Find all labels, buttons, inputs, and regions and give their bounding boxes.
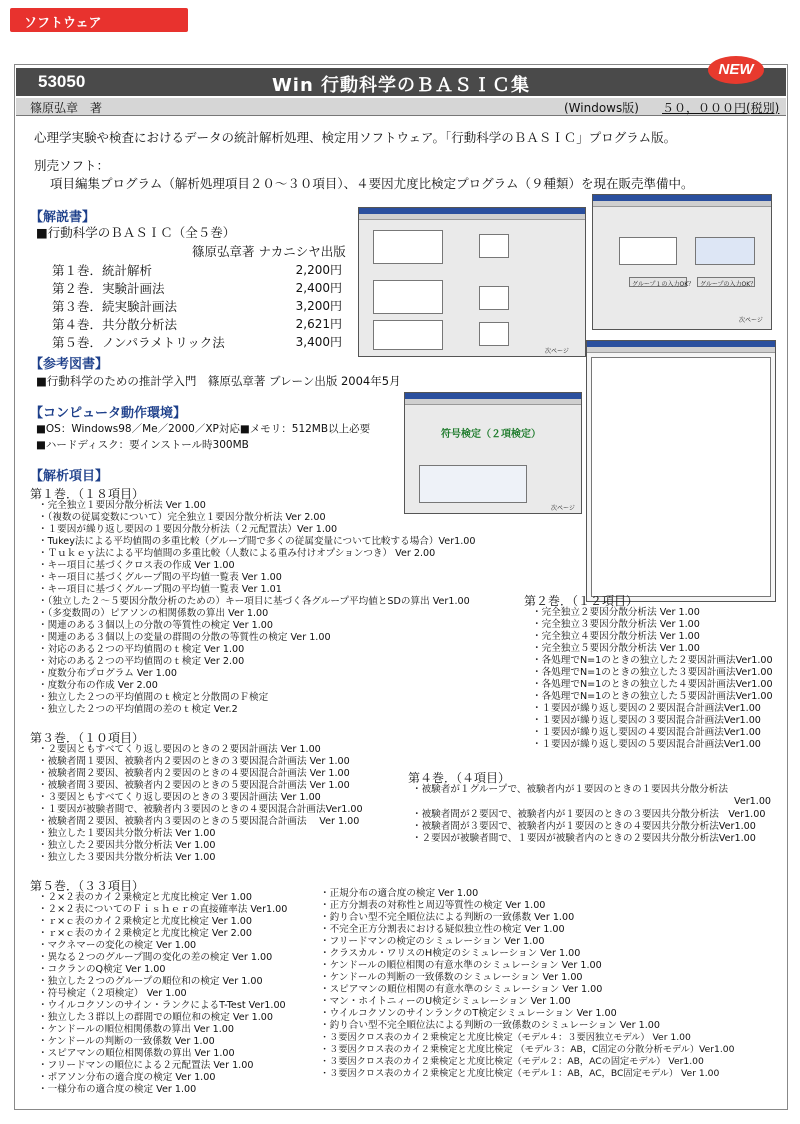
list-item: ・１要因が繰り返し要因の３要因混合計画法Ver1.00 bbox=[532, 715, 761, 726]
info-panel bbox=[419, 465, 527, 503]
environment-disk: ■ハードディスク：要インストール時300MB bbox=[36, 439, 249, 451]
list-item: ・完全独立２要因分散分析法 Ver 1.00 bbox=[532, 607, 700, 618]
book-4-label: 第４巻．共分散分析法 bbox=[52, 317, 178, 332]
list-item: ・各処理でN=1のときの独立した５要因計画法Ver1.00 bbox=[532, 691, 773, 702]
category-tag: ソフトウェア bbox=[10, 8, 188, 32]
list-item: ・キー項目に基づくグループ間の平均値一覧表 Ver 1.01 bbox=[38, 584, 282, 595]
list-item: ・度数分布プログラム Ver 1.00 bbox=[38, 668, 177, 679]
version-label: (Windows版) bbox=[564, 101, 639, 115]
next-page-button-3: 次ページ bbox=[551, 505, 575, 512]
list-item: ・ウイルコクソンのサイン・ランクによるT-Test Ver1.00 bbox=[38, 1000, 286, 1011]
list-item: ・マクネマーの変化の検定 Ver 1.00 bbox=[38, 940, 197, 951]
list-item: ・釣り合い型不完全順位法による判断の一致係数 Ver 1.00 bbox=[320, 912, 575, 923]
vol1-title: 第１巻．（１８項目） bbox=[30, 487, 145, 501]
book-5-label: 第５巻．ノンパラメトリック法 bbox=[52, 335, 225, 350]
list-item: ・１要因が被験者間で、被験者内３要因のときの４要因混合計画法Ver1.00 bbox=[38, 804, 363, 815]
list-item-continuation: Ver1.00 bbox=[734, 796, 772, 807]
list-item: ・対応のある２つの平均値間のｔ検定 Ver 2.00 bbox=[38, 656, 245, 667]
list-item: ・不完全正方分割表における疑似独立性の検定 Ver 1.00 bbox=[320, 924, 565, 935]
book-5-price: 3,400円 bbox=[295, 335, 342, 349]
list-item: ・被験者間が３要因で、被験者内が１要因のときの４要因共分散分析法Ver1.00 bbox=[412, 821, 756, 832]
commentary-publisher: 篠原弘章著 ナカニシヤ出版 bbox=[192, 244, 346, 259]
list-item: ・正規分布の適合度の検定 Ver 1.00 bbox=[320, 888, 479, 899]
product-code: 53050 bbox=[38, 72, 86, 91]
book-2-label: 第２巻．実験計画法 bbox=[52, 281, 165, 296]
book-3-label: 第３巻．続実験計画法 bbox=[52, 299, 178, 314]
sign-test-title: 符号検定（２項検定） bbox=[441, 429, 541, 440]
list-item: ・被験者間１要因、被験者内２要因のときの３要因混合計画法 Ver 1.00 bbox=[38, 756, 350, 767]
list-item: ・１要因が繰り返し要因の４要因混合計画法Ver1.00 bbox=[532, 727, 761, 738]
list-item: ・ケンドールの順位相関の有意水準のシミュレーション Ver 1.00 bbox=[320, 960, 602, 971]
result-box-2 bbox=[479, 286, 509, 310]
list-item: ・ケンドールの判断の一致係数 Ver 1.00 bbox=[38, 1036, 215, 1047]
group1-ok-button bbox=[629, 277, 695, 288]
screenshot-sign-test bbox=[404, 392, 582, 514]
group1-grid bbox=[619, 237, 677, 265]
input-grid-1 bbox=[373, 230, 443, 264]
list-item: ・被験者が１グループで、被験者内が１要因のときの１要因共分散分析法 bbox=[412, 784, 728, 795]
list-item: ・３要因クロス表のカイ２乗検定と尤度比検定（モデル４：３要因独立モデル） Ver 1.00 bbox=[320, 1032, 691, 1043]
list-item: ・対応のある２つの平均値間のｔ検定 Ver 1.00 bbox=[38, 644, 245, 655]
list-item: ・各処理でN=1のときの独立した４要因計画法Ver1.00 bbox=[532, 679, 773, 690]
list-item: ・フリードマンの順位による２元配置法 Ver 1.00 bbox=[38, 1060, 254, 1071]
input-grid-2 bbox=[373, 280, 443, 314]
list-item: ・各処理でN=1のときの独立した２要因計画法Ver1.00 bbox=[532, 655, 773, 666]
list-item: ・３要因クロス表のカイ２乗検定と尤度比検定（モデル２：AB，ACの固定モデル） Ver1.00 bbox=[320, 1056, 704, 1067]
list-item: ・完全独立３要因分散分析法 Ver 1.00 bbox=[532, 619, 700, 630]
list-item: ・２要因が被験者間で、１要因が被験者内のときの２要因共分散分析法Ver1.00 bbox=[412, 833, 756, 844]
list-item: ・マン・ホイトニィーのU検定シミュレーション Ver 1.00 bbox=[320, 996, 571, 1007]
list-item: ・独立した３群以上の群間での順位和の検定 Ver 1.00 bbox=[38, 1012, 273, 1023]
list-item: ・関連のある３個以上の変量の群間の分散の等質性の検定 Ver 1.00 bbox=[38, 632, 331, 643]
commentary-heading: 【解説書】 bbox=[30, 210, 96, 225]
list-item: ・完全独立１要因分散分析法 Ver 1.00 bbox=[38, 500, 206, 511]
intro-line-1: 心理学実験や検査におけるデータの統計解析処理、検定用ソフトウェア。「行動科学のＢＡＳＩＣ」プログラム版。 bbox=[34, 130, 677, 145]
list-item: ・（多変数間の）ピアソンの相関係数の算出 Ver 1.00 bbox=[38, 608, 269, 619]
list-item: ・独立した３要因共分散分析法 Ver 1.00 bbox=[38, 852, 216, 863]
group2-ok-button bbox=[697, 277, 755, 287]
list-item: ・ｒ×ｃ表のカイ２乗検定と尤度比検定 Ver 1.00 bbox=[38, 916, 252, 927]
list-item: ・関連のある３個以上の分散の等質性の検定 Ver 1.00 bbox=[38, 620, 273, 631]
commentary-series: ■行動科学のＢＡＳＩＣ（全５巻） bbox=[36, 225, 236, 240]
vol5-title: 第５巻．（３３項目） bbox=[30, 879, 145, 893]
list-item: ・被験者間が２要因で、被験者内が１要因のときの３要因共分散分析法 Ver1.00 bbox=[412, 809, 766, 820]
list-item: ・ポアソン分布の適合度の検定 Ver 1.00 bbox=[38, 1072, 216, 1083]
book-1-label: 第１巻．統計解析 bbox=[52, 263, 153, 278]
list-item: ・スピアマンの順位相関係数の算出 Ver 1.00 bbox=[38, 1048, 235, 1059]
vol4-title: 第４巻．（４項目） bbox=[408, 771, 511, 785]
list-item: ・被験者間２要因、被験者内３要因のときの５要因混合計画法 Ver 1.00 bbox=[38, 816, 360, 827]
next-page-button: 次ページ bbox=[545, 348, 569, 355]
list-item: ・スピアマンの順位相関の有意水準のシミュレーション Ver 1.00 bbox=[320, 984, 603, 995]
screenshot-data-entry bbox=[358, 207, 586, 357]
list-item: ・釣り合い型不完全順位法による判断の一致係数のシミュレーション Ver 1.00 bbox=[320, 1020, 660, 1031]
list-item: ・異なる２つのグループ間の変化の差の検定 Ver 1.00 bbox=[38, 952, 273, 963]
list-item: ・３要因ともすべてくり返し要因のときの３要因計画法 Ver 1.00 bbox=[38, 792, 321, 803]
list-item: ・Tukey法による平均値間の多重比較（グループ間で多くの従属変量について比較する場合）Ver1.00 bbox=[38, 536, 476, 547]
list-item: ・Ｔｕｋｅｙ法による平均値間の多重比較（人数による重み付けオプションつき） Ver 2.00 bbox=[38, 548, 436, 559]
list-item: ・ケンドールの判断の一致係数のシミュレーション Ver 1.00 bbox=[320, 972, 583, 983]
book-4-price: 2,621円 bbox=[295, 317, 342, 331]
next-page-button-2: 次ページ bbox=[739, 317, 763, 324]
list-item: ・一様分布の適合度の検定 Ver 1.00 bbox=[38, 1084, 197, 1095]
author-bar bbox=[16, 98, 786, 116]
environment-heading: 【コンピュータ動作環境】 bbox=[30, 406, 187, 421]
list-item: ・正方分割表の対称性と周辺等質性の検定 Ver 1.00 bbox=[320, 900, 546, 911]
list-item: ・ケンドールの順位相関係数の算出 Ver 1.00 bbox=[38, 1024, 234, 1035]
reference-item: ■行動科学のための推計学入門 篠原弘章著 ブレーン出版 2004年5月 bbox=[36, 374, 401, 388]
results-output bbox=[591, 357, 771, 597]
list-item: ・完全独立５要因分散分析法 Ver 1.00 bbox=[532, 643, 700, 654]
list-item: ・度数分布の作成 Ver 2.00 bbox=[38, 680, 158, 691]
product-title: Win 行動科学のＢＡＳＩＣ集 bbox=[271, 75, 531, 96]
input-grid-3 bbox=[373, 320, 443, 350]
list-item: ・符号検定（２項検定） Ver 1.00 bbox=[38, 988, 187, 999]
list-item: ・１要因が繰り返し要因の５要因混合計画法Ver1.00 bbox=[532, 739, 761, 750]
analysis-heading: 【解析項目】 bbox=[30, 469, 109, 484]
list-item: ・ｒ×ｃ表のカイ２乗検定と尤度比検定 Ver 2.00 bbox=[38, 928, 252, 939]
book-2-price: 2,400円 bbox=[295, 281, 342, 295]
vol3-title: 第３巻．（１０項目） bbox=[30, 731, 145, 745]
list-item: ・独立した２要因共分散分析法 Ver 1.00 bbox=[38, 840, 216, 851]
list-item: ・（複数の従属変数について）完全独立１要因分散分析法 Ver 2.00 bbox=[38, 512, 326, 523]
author: 篠原弘章 著 bbox=[30, 101, 103, 115]
list-item: ・完全独立４要因分散分析法 Ver 1.00 bbox=[532, 631, 700, 642]
screenshot-results bbox=[586, 340, 776, 602]
list-item: ・３要因クロス表のカイ２乗検定と尤度比検定（モデル１：AB，AC，BC固定モデル） Ver 1.00 bbox=[320, 1068, 720, 1079]
list-item: ・被験者間２要因、被験者内２要因のときの４要因混合計画法 Ver 1.00 bbox=[38, 768, 350, 779]
list-item: ・独立した１要因共分散分析法 Ver 1.00 bbox=[38, 828, 216, 839]
list-item: ・コクランのQ検定 Ver 1.00 bbox=[38, 964, 166, 975]
group2-grid bbox=[695, 237, 755, 265]
list-item: ・１要因が繰り返し要因の２要因混合計画法Ver1.00 bbox=[532, 703, 761, 714]
list-item: ・３要因クロス表のカイ２乗検定と尤度比検定 （モデル３：AB，C固定の分散分析モデル）Ver1.00 bbox=[320, 1044, 735, 1055]
list-item: ・クラスカル・ワリスのH検定のシミュレーション Ver 1.00 bbox=[320, 948, 581, 959]
book-3-price: 3,200円 bbox=[295, 299, 342, 313]
list-item: ・独立した２つのグループの順位和の検定 Ver 1.00 bbox=[38, 976, 263, 987]
group2-ok-label: グループの入力OK？ bbox=[700, 281, 757, 288]
screenshot-group-entry bbox=[592, 194, 772, 330]
list-item: ・各処理でN=1のときの独立した３要因計画法Ver1.00 bbox=[532, 667, 773, 678]
list-item: ・独立した２つの平均値間の差のｔ検定 Ver.2 bbox=[38, 704, 238, 715]
list-item: ・２要因ともすべてくり返し要因のときの２要因計画法 Ver 1.00 bbox=[38, 744, 321, 755]
result-box-3 bbox=[479, 322, 509, 346]
list-item: ・２×２表のカイ２乗検定と尤度比検定 Ver 1.00 bbox=[38, 892, 252, 903]
result-box-1 bbox=[479, 234, 509, 258]
reference-heading: 【参考図書】 bbox=[30, 357, 109, 372]
list-item: ・キー項目に基づくクロス表の作成 Ver 1.00 bbox=[38, 560, 235, 571]
list-item: ・２×２表についてのＦｉｓｈｅｒの直接確率法 Ver1.00 bbox=[38, 904, 288, 915]
new-badge: NEW bbox=[708, 56, 764, 84]
group1-ok-label: グループ１の入力OK？ bbox=[632, 281, 695, 288]
list-item: ・被験者間３要因、被験者内２要因のときの５要因混合計画法 Ver 1.00 bbox=[38, 780, 350, 791]
list-item: ・フリードマンの検定のシミュレーション Ver 1.00 bbox=[320, 936, 545, 947]
intro-line-3: 項目編集プログラム（解析処理項目２０～３０項目）、４要因尤度比検定プログラム（９種類）を現在販売準備中。 bbox=[50, 176, 694, 191]
list-item: ・（独立した２～５要因分散分析のための）キー項目に基づく各グループ平均値とSDの算出 Ver1.00 bbox=[38, 596, 470, 607]
list-item: ・１要因が繰り返し要因の１要因分散分析法（２元配置法）Ver 1.00 bbox=[38, 524, 338, 535]
vol2-title: 第２巻．（１２項目） bbox=[524, 594, 639, 608]
environment-os: ■OS：Windows98／Me／2000／XP対応■メモリ：512MB以上必要 bbox=[36, 423, 371, 435]
product-title-bar bbox=[16, 68, 786, 96]
list-item: ・ウイルコクソンのサインランクのT検定シミュレーション Ver 1.00 bbox=[320, 1008, 617, 1019]
price: ５０，０００円(税別) bbox=[662, 101, 780, 115]
list-item: ・独立した２つの平均値間のｔ検定と分散間のＦ検定 bbox=[38, 692, 269, 703]
book-1-price: 2,200円 bbox=[295, 263, 342, 277]
intro-line-2: 別売ソフト： bbox=[34, 158, 110, 173]
list-item: ・キー項目に基づくグループ間の平均値一覧表 Ver 1.00 bbox=[38, 572, 282, 583]
